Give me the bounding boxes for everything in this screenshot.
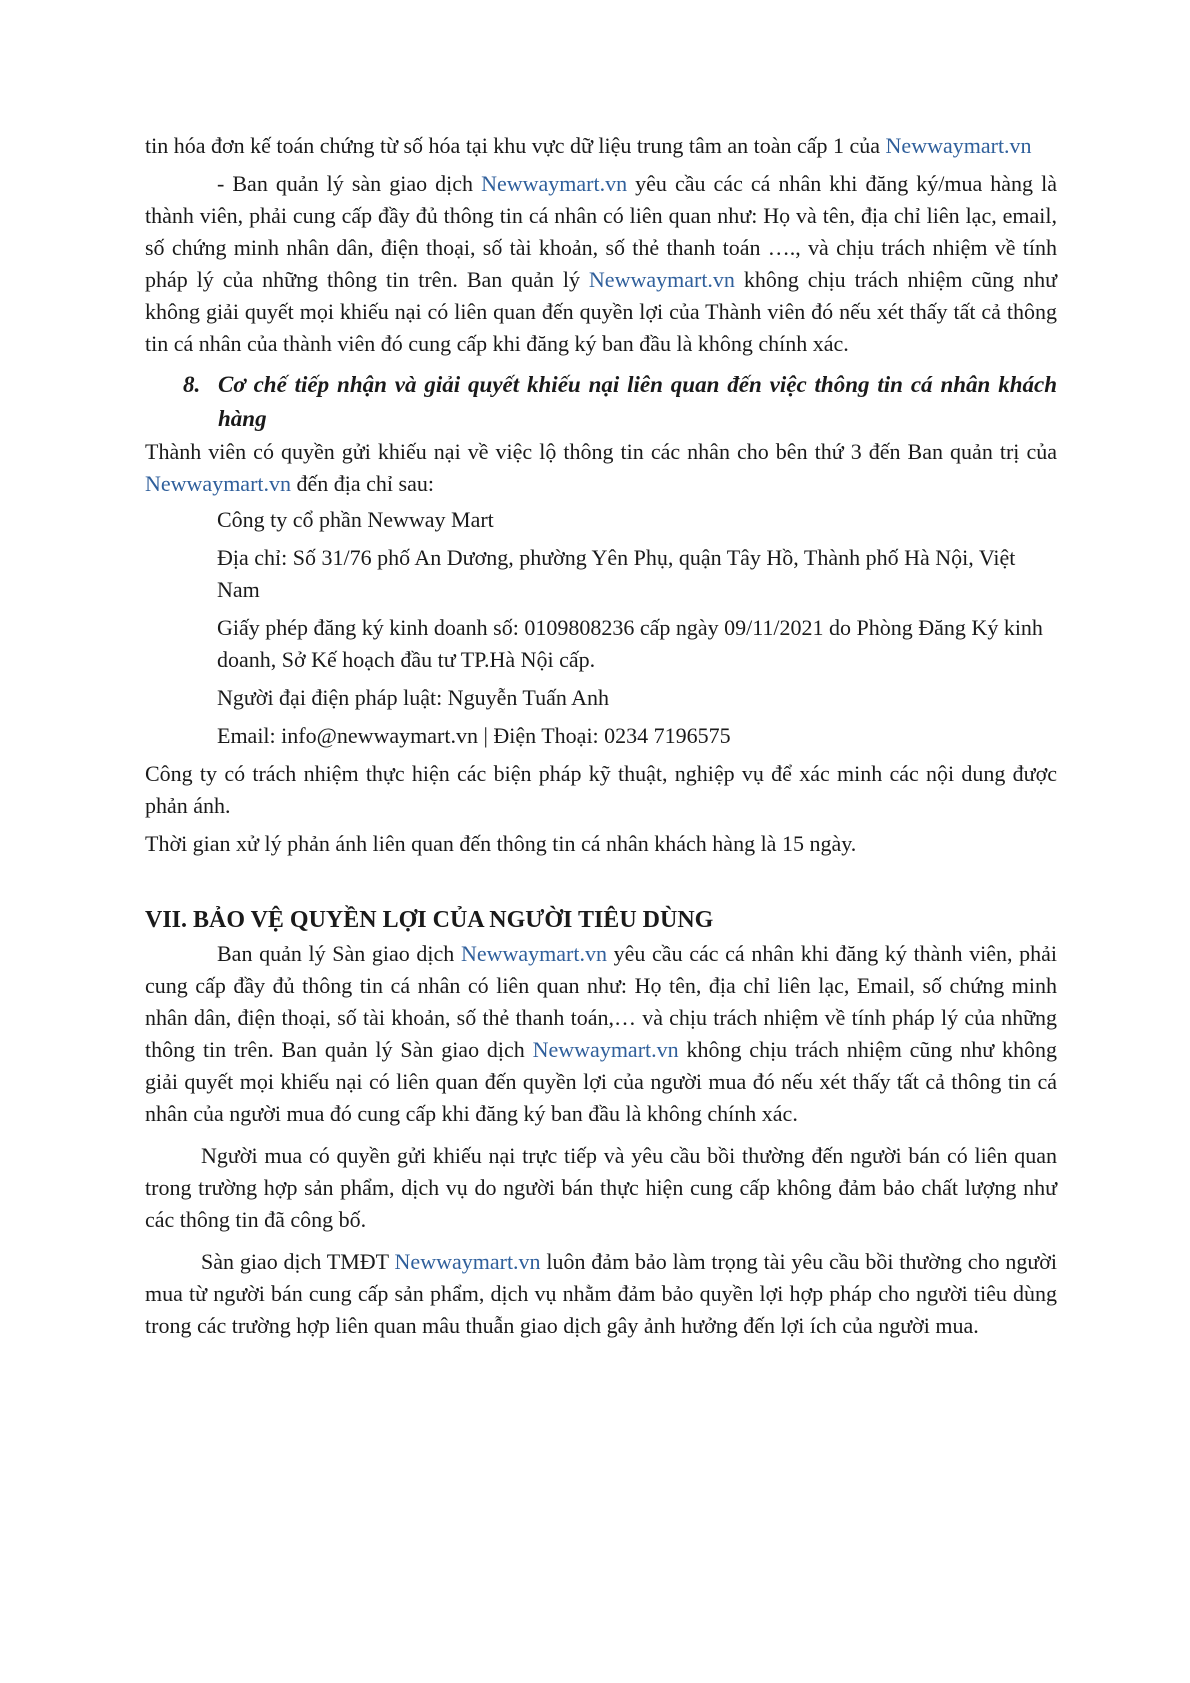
site-link[interactable]: Newwaymart.vn	[145, 471, 292, 496]
paragraph-consumer-info	[145, 938, 1057, 1130]
paragraph-text: Thành viên có quyền gửi khiếu nại về việc lộ thông tin các nhân cho bên thứ 3 đến Ban quản trị của	[145, 439, 1057, 464]
paragraph-text: tin hóa đơn kế toán chứng từ số hóa tại khu vực dữ liệu trung tâm an toàn cấp 1 của	[145, 133, 886, 158]
paragraph-text: đến địa chỉ sau:	[291, 471, 434, 496]
paragraph-member-info-requirement	[145, 168, 1057, 360]
paragraph-buyer-complaint: Người mua có quyền gửi khiếu nại trực tiếp và yêu cầu bồi thường đến người bán có liên quan trong trường hợp sản phẩm, dịch vụ do người bán thực hiện cung cấp không đảm bảo chất lượng như các thông tin đã công bố.	[145, 1143, 1057, 1232]
site-link[interactable]: Newwaymart.vn	[885, 133, 1032, 158]
site-link[interactable]: Newwaymart.vn	[588, 267, 735, 292]
business-license: Giấy phép đăng ký kinh doanh số: 0109808236 cấp ngày 09/11/2021 do Phòng Đăng Ký kinh doanh, Sở Kế hoạch đầu tư TP.Hà Nội cấp.	[217, 615, 1043, 672]
paragraph-text: không chịu trách nhiệm cũng như không giải quyết mọi khiếu nại có liên quan đến quyền lợi của người mua đó nếu xét thấy tất cả thông tin cá nhân của người mua đó cung cấp khi đăng ký ban đầu là không chính xác.	[145, 1037, 1058, 1126]
company-name: Công ty cổ phần Newway Mart	[217, 507, 494, 532]
paragraph-text: yêu cầu các cá nhân khi đăng ký thành viên, phải cung cấp đầy đủ thông tin cá nhân có liên quan như: Họ tên, địa chỉ liên lạc, Email, số chứng minh nhân dân, điện thoại, số tài khoản, số thẻ thanh toán,… và chịu trách nhiệm về tính pháp lý của những thông tin trên. Ban quản lý Sàn giao dịch	[145, 941, 1058, 1062]
section-8-heading	[183, 368, 1057, 436]
chapter-7-title: VII. BẢO VỆ QUYỀN LỢI CỦA NGƯỜI TIÊU DÙNG	[145, 907, 714, 933]
paragraph-data-storage	[145, 130, 1057, 162]
paragraph-text: luôn đảm bảo làm trọng tài yêu cầu bồi thường cho người mua từ người bán cung cấp sản phẩm, dịch vụ nhằm đảm bảo quyền lợi hợp pháp cho người tiêu dùng trong các trường hợp liên quan mâu thuẫn giao dịch gây ảnh hưởng đến lợi ích của người mua.	[145, 1249, 1057, 1338]
paragraph-text: Sàn giao dịch TMĐT	[201, 1249, 395, 1274]
contact-email-phone: Email: info@newwaymart.vn | Điện Thoại: 0234 7196575	[217, 723, 731, 748]
paragraph-processing-time: Thời gian xử lý phản ánh liên quan đến thông tin cá nhân khách hàng là 15 ngày.	[145, 831, 857, 856]
legal-representative: Người đại điện pháp luật: Nguyễn Tuấn Anh	[217, 685, 610, 710]
paragraph-text: không chịu trách nhiệm cũng như không giải quyết mọi khiếu nại có liên quan đến quyền lợi của Thành viên đó nếu xét thấy tất cả thông tin cá nhân của thành viên đó cung cấp khi đăng ký ban đầu là không chính xác.	[145, 267, 1057, 356]
document-page	[145, 130, 1057, 1342]
site-link[interactable]: Newwaymart.vn	[460, 941, 607, 966]
site-link[interactable]: Newwaymart.vn	[481, 171, 628, 196]
section-number: 8.	[183, 372, 201, 397]
paragraph-text: - Ban quản lý sàn giao dịch	[217, 171, 482, 196]
section-title: Cơ chế tiếp nhận và giải quyết khiếu nại liên quan đến việc thông tin cá nhân khách hàng	[218, 372, 1057, 431]
site-link[interactable]: Newwaymart.vn	[394, 1249, 541, 1274]
paragraph-text: yêu cầu các cá nhân khi đăng ký/mua hàng là thành viên, phải cung cấp đầy đủ thông tin cá nhân có liên quan như: Họ và tên, địa chỉ liên lạc, email, số chứng minh nhân dân, điện thoại, số tài khoản, số thẻ thanh toán …., và chịu trách nhiệm về tính pháp lý của những thông tin trên. Ban quản lý	[145, 171, 1057, 292]
company-address: Địa chỉ: Số 31/76 phố An Dương, phường Yên Phụ, quận Tây Hồ, Thành phố Hà Nội, Việt Nam	[217, 545, 1016, 602]
paragraph-text: Ban quản lý Sàn giao dịch	[217, 941, 461, 966]
paragraph-complaint-right	[145, 436, 1057, 500]
paragraph-arbitration	[145, 1246, 1057, 1342]
site-link[interactable]: Newwaymart.vn	[532, 1037, 679, 1062]
paragraph-verification: Công ty có trách nhiệm thực hiện các biện pháp kỹ thuật, nghiệp vụ để xác minh các nội dung được phản ánh.	[145, 761, 1057, 818]
